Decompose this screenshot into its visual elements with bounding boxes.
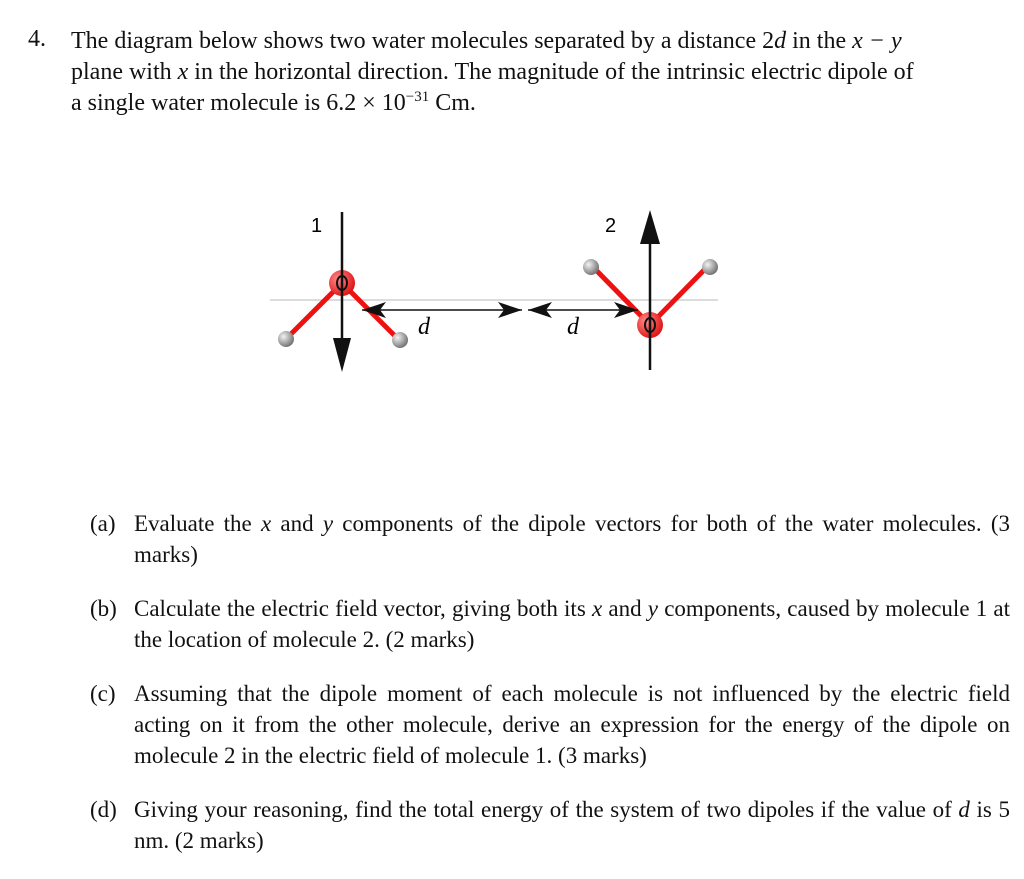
part-d-label: (d) [90,797,117,822]
part-a-text: Evaluate the x and y components of the dipole vectors for both of the water molecules. (3 marks) [134,511,1010,567]
intro-line-2: plane with x in the horizontal direction. The magnitude of the intrinsic electric dipole of [71,59,914,85]
part-b [90,593,1010,655]
part-a-label: (a) [90,511,116,536]
question-parts [90,508,1010,879]
hydrogen-atom-2b [702,259,718,275]
part-b-label: (b) [90,596,117,621]
hydrogen-atom-2a [583,259,599,275]
water-molecule-1 [278,212,408,372]
water-molecule-2 [583,210,718,370]
part-c [90,678,1010,771]
molecule-2-label: 2 [605,215,617,237]
part-c-label: (c) [90,681,116,706]
water-molecules-diagram [270,200,730,390]
question-number: 4. [28,26,46,52]
hydrogen-atom-1a [278,331,294,347]
distance-label-left: d [418,314,430,340]
intro-line-3: a single water molecule is $6.2 \times 10^{-31}$ Cm. [71,89,476,116]
part-a [90,508,1010,570]
question-intro [71,26,1006,119]
dipole-2-arrowhead [640,210,660,244]
distance-arrows [362,302,638,318]
part-d-text: Giving your reasoning, find the total energy of the system of two dipoles if the value of d is 5 nm. (2 marks) [134,797,1010,853]
hydrogen-atom-1b [392,332,408,348]
dipole-1-arrowhead [333,338,351,372]
part-b-text: Calculate the electric field vector, giving both its x and y components, caused by molecule 1 at the location of molecule 2. (2 marks) [134,596,1010,652]
part-c-text: Assuming that the dipole moment of each molecule is not influenced by the electric field acting on it from the other molecule, derive an expression for the energy of the dipole on molecule 2 in the electric field of molecule 1. (3 marks) [134,681,1010,768]
distance-label-right: d [567,314,579,340]
part-d [90,794,1010,856]
intro-line-1: The diagram below shows two water molecules separated by a distance 2d in the x − y [71,28,902,54]
molecule-1-label: 1 [311,215,323,237]
